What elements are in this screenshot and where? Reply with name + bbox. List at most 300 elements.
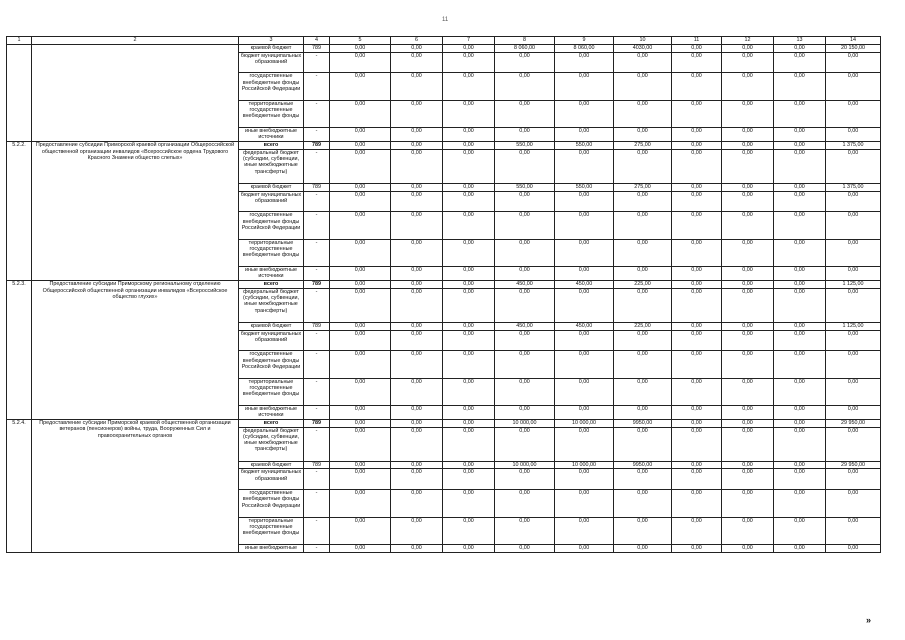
- amount-cell: 0,00: [555, 545, 614, 553]
- amount-cell: 0,00: [495, 406, 555, 420]
- amount-cell: 0,00: [330, 191, 391, 212]
- budget-code: -: [304, 52, 330, 73]
- amount-cell: 10 000,00: [495, 420, 555, 428]
- header-row: [7, 37, 881, 45]
- amount-cell: 550,00: [555, 142, 614, 150]
- column-header: 11: [672, 37, 722, 45]
- amount-cell: 0,00: [672, 378, 722, 405]
- amount-cell: 0,00: [495, 351, 555, 378]
- amount-cell: 0,00: [495, 52, 555, 73]
- amount-cell: 0,00: [391, 469, 443, 490]
- amount-cell: 0,00: [722, 52, 774, 73]
- amount-cell: 0,00: [555, 330, 614, 351]
- amount-cell: 0,00: [672, 267, 722, 281]
- amount-cell: 0,00: [774, 469, 826, 490]
- funding-source: всего: [239, 420, 304, 428]
- budget-code: -: [304, 149, 330, 183]
- amount-cell: 0,00: [443, 420, 495, 428]
- amount-cell: 0,00: [330, 128, 391, 142]
- amount-cell: 0,00: [774, 545, 826, 553]
- table-row: [7, 420, 881, 428]
- funding-source: государственные внебюджетные фонды Российской Федерации: [239, 490, 304, 517]
- amount-cell: 0,00: [614, 128, 672, 142]
- amount-cell: 0,00: [826, 545, 881, 553]
- amount-cell: 0,00: [555, 406, 614, 420]
- funding-source: иные внебюджетные источники: [239, 267, 304, 281]
- amount-cell: 0,00: [391, 52, 443, 73]
- amount-cell: 0,00: [614, 212, 672, 239]
- amount-cell: 0,00: [391, 330, 443, 351]
- amount-cell: 0,00: [495, 267, 555, 281]
- amount-cell: 0,00: [495, 427, 555, 461]
- amount-cell: 0,00: [774, 281, 826, 289]
- amount-cell: 450,00: [555, 281, 614, 289]
- funding-source: всего: [239, 281, 304, 289]
- funding-source: бюджет муниципальных образований: [239, 52, 304, 73]
- budget-code: -: [304, 267, 330, 281]
- amount-cell: 0,00: [672, 45, 722, 53]
- amount-cell: 0,00: [614, 517, 672, 544]
- amount-cell: 0,00: [614, 427, 672, 461]
- item-name: [32, 45, 239, 142]
- amount-cell: 0,00: [391, 427, 443, 461]
- amount-cell: 0,00: [774, 420, 826, 428]
- funding-source: всего: [239, 142, 304, 150]
- item-name: Предоставление субсидии Приморской краевой общественной организации ветеранов (пенсионеров) войны, труда, Вооруженных Сил и правоохранительных органов: [32, 420, 239, 552]
- amount-cell: 0,00: [774, 149, 826, 183]
- amount-cell: 0,00: [672, 142, 722, 150]
- amount-cell: 0,00: [555, 128, 614, 142]
- budget-code: -: [304, 517, 330, 544]
- funding-source: государственные внебюджетные фонды Российской Федерации: [239, 212, 304, 239]
- amount-cell: 0,00: [672, 239, 722, 266]
- amount-cell: 0,00: [672, 469, 722, 490]
- budget-code: -: [304, 212, 330, 239]
- amount-cell: 0,00: [774, 461, 826, 469]
- amount-cell: 0,00: [722, 469, 774, 490]
- amount-cell: 0,00: [672, 100, 722, 127]
- amount-cell: 0,00: [614, 149, 672, 183]
- amount-cell: 0,00: [443, 191, 495, 212]
- amount-cell: 0,00: [826, 212, 881, 239]
- amount-cell: 0,00: [614, 73, 672, 100]
- amount-cell: 0,00: [330, 212, 391, 239]
- amount-cell: 0,00: [672, 73, 722, 100]
- amount-cell: 0,00: [722, 191, 774, 212]
- amount-cell: 0,00: [672, 288, 722, 322]
- amount-cell: 0,00: [774, 45, 826, 53]
- amount-cell: 450,00: [555, 322, 614, 330]
- amount-cell: 0,00: [555, 469, 614, 490]
- funding-source: территориальные государственные внебюджетные фонды: [239, 378, 304, 405]
- amount-cell: 0,00: [443, 406, 495, 420]
- amount-cell: 0,00: [391, 517, 443, 544]
- amount-cell: 0,00: [614, 267, 672, 281]
- amount-cell: 0,00: [443, 239, 495, 266]
- column-header: 3: [239, 37, 304, 45]
- amount-cell: 0,00: [443, 545, 495, 553]
- budget-code: -: [304, 239, 330, 266]
- item-number: 5.2.4.: [7, 420, 32, 552]
- amount-cell: 0,00: [826, 288, 881, 322]
- column-header: 5: [330, 37, 391, 45]
- amount-cell: 0,00: [443, 281, 495, 289]
- amount-cell: 0,00: [774, 128, 826, 142]
- amount-cell: 0,00: [672, 517, 722, 544]
- amount-cell: 0,00: [330, 73, 391, 100]
- amount-cell: 0,00: [722, 128, 774, 142]
- amount-cell: 0,00: [826, 378, 881, 405]
- amount-cell: 0,00: [722, 149, 774, 183]
- amount-cell: 10 000,00: [555, 420, 614, 428]
- budget-code: -: [304, 351, 330, 378]
- amount-cell: 0,00: [330, 378, 391, 405]
- amount-cell: 0,00: [826, 149, 881, 183]
- amount-cell: 0,00: [826, 351, 881, 378]
- amount-cell: 0,00: [826, 100, 881, 127]
- amount-cell: 0,00: [443, 461, 495, 469]
- funding-source: бюджет муниципальных образований: [239, 469, 304, 490]
- amount-cell: 0,00: [672, 322, 722, 330]
- amount-cell: 0,00: [614, 545, 672, 553]
- amount-cell: 8 060,00: [555, 45, 614, 53]
- amount-cell: 1 125,00: [826, 322, 881, 330]
- amount-cell: 0,00: [826, 330, 881, 351]
- corner-mark: »: [866, 615, 872, 625]
- budget-code: -: [304, 128, 330, 142]
- amount-cell: 0,00: [774, 490, 826, 517]
- funding-source: государственные внебюджетные фонды Российской Федерации: [239, 73, 304, 100]
- amount-cell: 0,00: [330, 420, 391, 428]
- amount-cell: 10 000,00: [555, 461, 614, 469]
- amount-cell: 0,00: [774, 406, 826, 420]
- amount-cell: 0,00: [443, 427, 495, 461]
- amount-cell: 0,00: [391, 378, 443, 405]
- amount-cell: 0,00: [391, 73, 443, 100]
- funding-source: государственные внебюджетные фонды Российской Федерации: [239, 351, 304, 378]
- column-header: 8: [495, 37, 555, 45]
- amount-cell: 0,00: [443, 267, 495, 281]
- amount-cell: 0,00: [555, 517, 614, 544]
- amount-cell: 0,00: [330, 45, 391, 53]
- funding-source: федеральный бюджет (субсидии, субвенции, иные межбюджетные трансферты): [239, 288, 304, 322]
- amount-cell: 0,00: [555, 239, 614, 266]
- amount-cell: 550,00: [555, 183, 614, 191]
- amount-cell: 0,00: [330, 100, 391, 127]
- budget-code: -: [304, 191, 330, 212]
- column-header: 14: [826, 37, 881, 45]
- budget-code: -: [304, 469, 330, 490]
- amount-cell: 0,00: [443, 149, 495, 183]
- amount-cell: 0,00: [391, 545, 443, 553]
- item-name: Предоставление субсидии Приморской краевой организации Общероссийской общественной организации инвалидов «Всероссийское ордена Трудового Красного Знамени общество слепых»: [32, 142, 239, 281]
- amount-cell: 0,00: [555, 52, 614, 73]
- amount-cell: 0,00: [495, 545, 555, 553]
- amount-cell: 10 000,00: [495, 461, 555, 469]
- amount-cell: 0,00: [614, 378, 672, 405]
- amount-cell: 0,00: [722, 351, 774, 378]
- funding-source: краевой бюджет: [239, 461, 304, 469]
- amount-cell: 0,00: [826, 73, 881, 100]
- amount-cell: 0,00: [330, 142, 391, 150]
- amount-cell: 0,00: [722, 267, 774, 281]
- amount-cell: 0,00: [826, 517, 881, 544]
- amount-cell: 0,00: [443, 490, 495, 517]
- budget-code: 789: [304, 142, 330, 150]
- amount-cell: 0,00: [826, 52, 881, 73]
- amount-cell: 0,00: [443, 128, 495, 142]
- amount-cell: 0,00: [614, 406, 672, 420]
- amount-cell: 0,00: [614, 469, 672, 490]
- amount-cell: 0,00: [391, 45, 443, 53]
- amount-cell: 0,00: [722, 45, 774, 53]
- funding-source: краевой бюджет: [239, 183, 304, 191]
- amount-cell: 0,00: [391, 322, 443, 330]
- amount-cell: 0,00: [555, 212, 614, 239]
- funding-source: краевой бюджет: [239, 45, 304, 53]
- amount-cell: 0,00: [722, 288, 774, 322]
- amount-cell: 0,00: [614, 100, 672, 127]
- amount-cell: 0,00: [391, 267, 443, 281]
- amount-cell: 0,00: [495, 239, 555, 266]
- amount-cell: 0,00: [330, 517, 391, 544]
- amount-cell: 0,00: [330, 149, 391, 183]
- amount-cell: 0,00: [672, 128, 722, 142]
- amount-cell: 0,00: [555, 378, 614, 405]
- amount-cell: 0,00: [495, 128, 555, 142]
- amount-cell: 0,00: [722, 490, 774, 517]
- table-row: [7, 45, 881, 53]
- column-header: 4: [304, 37, 330, 45]
- amount-cell: 0,00: [722, 545, 774, 553]
- amount-cell: 0,00: [495, 517, 555, 544]
- amount-cell: 0,00: [722, 517, 774, 544]
- amount-cell: 0,00: [330, 469, 391, 490]
- amount-cell: 0,00: [826, 239, 881, 266]
- item-number: 5.2.2.: [7, 142, 32, 281]
- amount-cell: 0,00: [774, 212, 826, 239]
- item-name: Предоставление субсидии Приморскому региональному отделению Общероссийской общественной организации инвалидов «Всероссийское общество глухих»: [32, 281, 239, 420]
- amount-cell: 0,00: [330, 52, 391, 73]
- amount-cell: 0,00: [614, 490, 672, 517]
- amount-cell: 0,00: [330, 351, 391, 378]
- amount-cell: 0,00: [495, 469, 555, 490]
- amount-cell: 0,00: [443, 378, 495, 405]
- amount-cell: 0,00: [722, 461, 774, 469]
- amount-cell: 225,00: [614, 281, 672, 289]
- amount-cell: 8 060,00: [495, 45, 555, 53]
- amount-cell: 4030,00: [614, 45, 672, 53]
- amount-cell: 0,00: [391, 239, 443, 266]
- amount-cell: 0,00: [443, 183, 495, 191]
- budget-code: 789: [304, 322, 330, 330]
- budget-code: 789: [304, 461, 330, 469]
- amount-cell: 0,00: [495, 149, 555, 183]
- amount-cell: 0,00: [672, 191, 722, 212]
- budget-code: 789: [304, 45, 330, 53]
- amount-cell: 0,00: [722, 406, 774, 420]
- amount-cell: 0,00: [672, 545, 722, 553]
- amount-cell: 0,00: [443, 288, 495, 322]
- amount-cell: 0,00: [614, 351, 672, 378]
- amount-cell: 0,00: [443, 73, 495, 100]
- amount-cell: 0,00: [826, 490, 881, 517]
- funding-source: федеральный бюджет (субсидии, субвенции, иные межбюджетные трансферты): [239, 427, 304, 461]
- amount-cell: 0,00: [774, 267, 826, 281]
- amount-cell: 0,00: [774, 191, 826, 212]
- amount-cell: 0,00: [495, 212, 555, 239]
- amount-cell: 0,00: [443, 142, 495, 150]
- amount-cell: 0,00: [330, 239, 391, 266]
- amount-cell: 0,00: [722, 322, 774, 330]
- amount-cell: 0,00: [391, 191, 443, 212]
- amount-cell: 0,00: [391, 351, 443, 378]
- amount-cell: 0,00: [672, 281, 722, 289]
- budget-code: 789: [304, 420, 330, 428]
- amount-cell: 0,00: [391, 128, 443, 142]
- amount-cell: 0,00: [391, 149, 443, 183]
- amount-cell: 0,00: [495, 378, 555, 405]
- amount-cell: 0,00: [391, 420, 443, 428]
- amount-cell: 0,00: [826, 191, 881, 212]
- amount-cell: 0,00: [672, 461, 722, 469]
- amount-cell: 0,00: [774, 427, 826, 461]
- funding-source: территориальные государственные внебюджетные фонды: [239, 100, 304, 127]
- amount-cell: 1 375,00: [826, 183, 881, 191]
- amount-cell: 0,00: [826, 427, 881, 461]
- column-header: 6: [391, 37, 443, 45]
- amount-cell: 20 150,00: [826, 45, 881, 53]
- amount-cell: 0,00: [722, 73, 774, 100]
- amount-cell: 29 950,00: [826, 420, 881, 428]
- amount-cell: 275,00: [614, 142, 672, 150]
- amount-cell: 0,00: [672, 427, 722, 461]
- amount-cell: 0,00: [555, 149, 614, 183]
- amount-cell: 0,00: [443, 212, 495, 239]
- amount-cell: 0,00: [672, 490, 722, 517]
- amount-cell: 0,00: [443, 351, 495, 378]
- amount-cell: 0,00: [391, 461, 443, 469]
- amount-cell: 0,00: [722, 142, 774, 150]
- budget-code: -: [304, 545, 330, 553]
- amount-cell: 0,00: [722, 378, 774, 405]
- amount-cell: 0,00: [330, 490, 391, 517]
- amount-cell: 0,00: [555, 73, 614, 100]
- budget-code: -: [304, 288, 330, 322]
- amount-cell: 0,00: [774, 351, 826, 378]
- amount-cell: 0,00: [722, 183, 774, 191]
- funding-source: иные внебюджетные источники: [239, 406, 304, 420]
- amount-cell: 0,00: [672, 351, 722, 378]
- amount-cell: 0,00: [614, 239, 672, 266]
- amount-cell: 0,00: [614, 288, 672, 322]
- amount-cell: 0,00: [330, 427, 391, 461]
- amount-cell: 0,00: [443, 330, 495, 351]
- amount-cell: 0,00: [555, 427, 614, 461]
- budget-code: -: [304, 73, 330, 100]
- column-header: 10: [614, 37, 672, 45]
- amount-cell: 0,00: [330, 267, 391, 281]
- funding-source: иные внебюджетные источники: [239, 128, 304, 142]
- amount-cell: 0,00: [774, 378, 826, 405]
- amount-cell: 0,00: [495, 330, 555, 351]
- amount-cell: 0,00: [391, 212, 443, 239]
- amount-cell: 450,00: [495, 322, 555, 330]
- funding-source: бюджет муниципальных образований: [239, 191, 304, 212]
- amount-cell: 0,00: [330, 288, 391, 322]
- amount-cell: 450,00: [495, 281, 555, 289]
- amount-cell: 0,00: [774, 239, 826, 266]
- amount-cell: 0,00: [774, 142, 826, 150]
- amount-cell: 9950,00: [614, 461, 672, 469]
- amount-cell: 0,00: [443, 45, 495, 53]
- amount-cell: 0,00: [672, 52, 722, 73]
- amount-cell: 0,00: [774, 517, 826, 544]
- funding-source: иные внебюджетные: [239, 545, 304, 553]
- amount-cell: 0,00: [722, 427, 774, 461]
- amount-cell: 0,00: [672, 330, 722, 351]
- amount-cell: 0,00: [672, 149, 722, 183]
- amount-cell: 0,00: [672, 420, 722, 428]
- amount-cell: 0,00: [722, 100, 774, 127]
- amount-cell: 0,00: [495, 100, 555, 127]
- amount-cell: 0,00: [614, 330, 672, 351]
- funding-source: краевой бюджет: [239, 322, 304, 330]
- column-header: 7: [443, 37, 495, 45]
- amount-cell: 275,00: [614, 183, 672, 191]
- amount-cell: 0,00: [391, 100, 443, 127]
- funding-source: бюджет муниципальных образований: [239, 330, 304, 351]
- amount-cell: 0,00: [330, 183, 391, 191]
- amount-cell: 0,00: [826, 469, 881, 490]
- budget-code: -: [304, 378, 330, 405]
- amount-cell: 550,00: [495, 142, 555, 150]
- amount-cell: 0,00: [391, 183, 443, 191]
- budget-code: -: [304, 427, 330, 461]
- amount-cell: 0,00: [330, 322, 391, 330]
- funding-source: территориальные государственные внебюджетные фонды: [239, 517, 304, 544]
- amount-cell: 0,00: [722, 212, 774, 239]
- amount-cell: 0,00: [826, 128, 881, 142]
- amount-cell: 0,00: [443, 469, 495, 490]
- amount-cell: 0,00: [722, 420, 774, 428]
- amount-cell: 29 950,00: [826, 461, 881, 469]
- amount-cell: 0,00: [391, 281, 443, 289]
- amount-cell: 0,00: [330, 330, 391, 351]
- amount-cell: 0,00: [555, 351, 614, 378]
- budget-code: -: [304, 100, 330, 127]
- page-number: 11: [442, 17, 449, 23]
- amount-cell: 0,00: [495, 73, 555, 100]
- amount-cell: 0,00: [826, 267, 881, 281]
- table-row: [7, 142, 881, 150]
- amount-cell: 0,00: [774, 288, 826, 322]
- amount-cell: 0,00: [391, 490, 443, 517]
- amount-cell: 0,00: [443, 52, 495, 73]
- amount-cell: 0,00: [774, 330, 826, 351]
- column-header: 1: [7, 37, 32, 45]
- amount-cell: 0,00: [722, 281, 774, 289]
- amount-cell: 550,00: [495, 183, 555, 191]
- budget-code: 789: [304, 183, 330, 191]
- funding-source: территориальные государственные внебюджетные фонды: [239, 239, 304, 266]
- item-number: 5.2.3.: [7, 281, 32, 420]
- column-header: 9: [555, 37, 614, 45]
- budget-code: -: [304, 490, 330, 517]
- funding-source: федеральный бюджет (субсидии, субвенции, иные межбюджетные трансферты): [239, 149, 304, 183]
- amount-cell: 0,00: [495, 288, 555, 322]
- amount-cell: 0,00: [443, 322, 495, 330]
